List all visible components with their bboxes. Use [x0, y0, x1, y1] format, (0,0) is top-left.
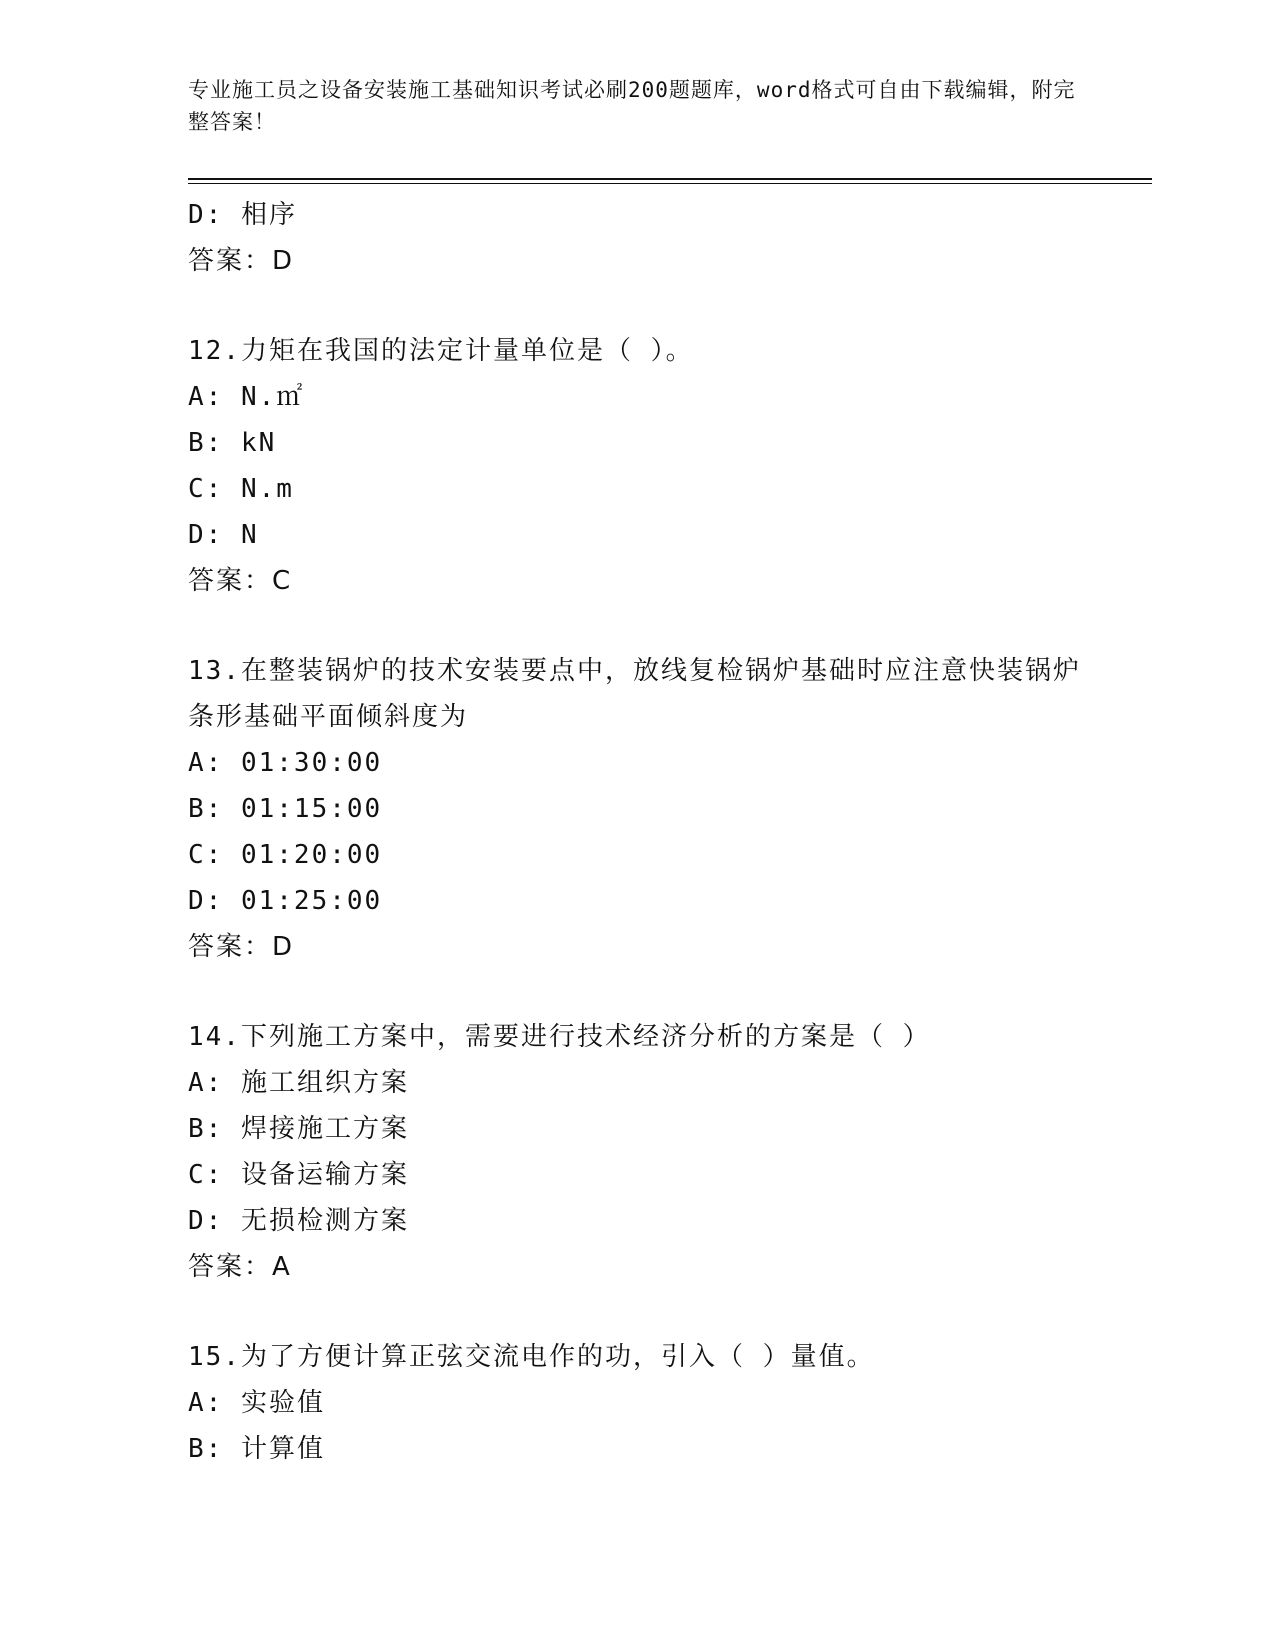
spacer	[188, 1290, 1148, 1334]
header-divider	[188, 178, 1152, 184]
question-13-option-d: D: 01:25:00	[188, 886, 383, 916]
question-14-option-a: A: 施工组织方案	[188, 1068, 409, 1098]
question-14-answer: 答案：A	[188, 1252, 292, 1282]
question-13-text: 13.在整装锅炉的技术安装要点中，放线复检锅炉基础时应注意快装锅炉条形基础平面倾斜度为	[188, 656, 1081, 732]
question-13-option-c: C: 01:20:00	[188, 840, 383, 870]
question-12-answer: 答案：C	[188, 566, 293, 596]
question-15-option-a: A: 实验值	[188, 1388, 325, 1418]
spacer	[188, 970, 1148, 1014]
question-15-text: 15.为了方便计算正弦交流电作的功，引入（ ）量值。	[188, 1342, 875, 1372]
spacer	[188, 284, 1148, 328]
question-12-option-b: B: kN	[188, 428, 277, 458]
question-13-option-b: B: 01:15:00	[188, 794, 383, 824]
question-13-answer: 答案：D	[188, 932, 295, 962]
page-header: 专业施工员之设备安装施工基础知识考试必刷200题题库，word格式可自由下载编辑，附完整答案！	[188, 78, 1076, 134]
option-d: D: 相序	[188, 200, 297, 230]
document-body	[188, 192, 1148, 1472]
question-15-option-b: B: 计算值	[188, 1434, 325, 1464]
question-14-option-b: B: 焊接施工方案	[188, 1114, 409, 1144]
question-12-option-a: A: N.㎡	[188, 382, 305, 412]
question-12-text: 12.力矩在我国的法定计量单位是（ ）。	[188, 336, 694, 366]
question-14-option-c: C: 设备运输方案	[188, 1160, 409, 1190]
question-12-option-c: C: N.m	[188, 474, 294, 504]
spacer	[188, 604, 1148, 648]
question-13-option-a: A: 01:30:00	[188, 748, 383, 778]
question-14-text: 14.下列施工方案中，需要进行技术经济分析的方案是（ ）	[188, 1022, 931, 1052]
question-14-option-d: D: 无损检测方案	[188, 1206, 409, 1236]
answer-line: 答案：D	[188, 246, 295, 276]
question-12-option-d: D: N	[188, 520, 259, 550]
